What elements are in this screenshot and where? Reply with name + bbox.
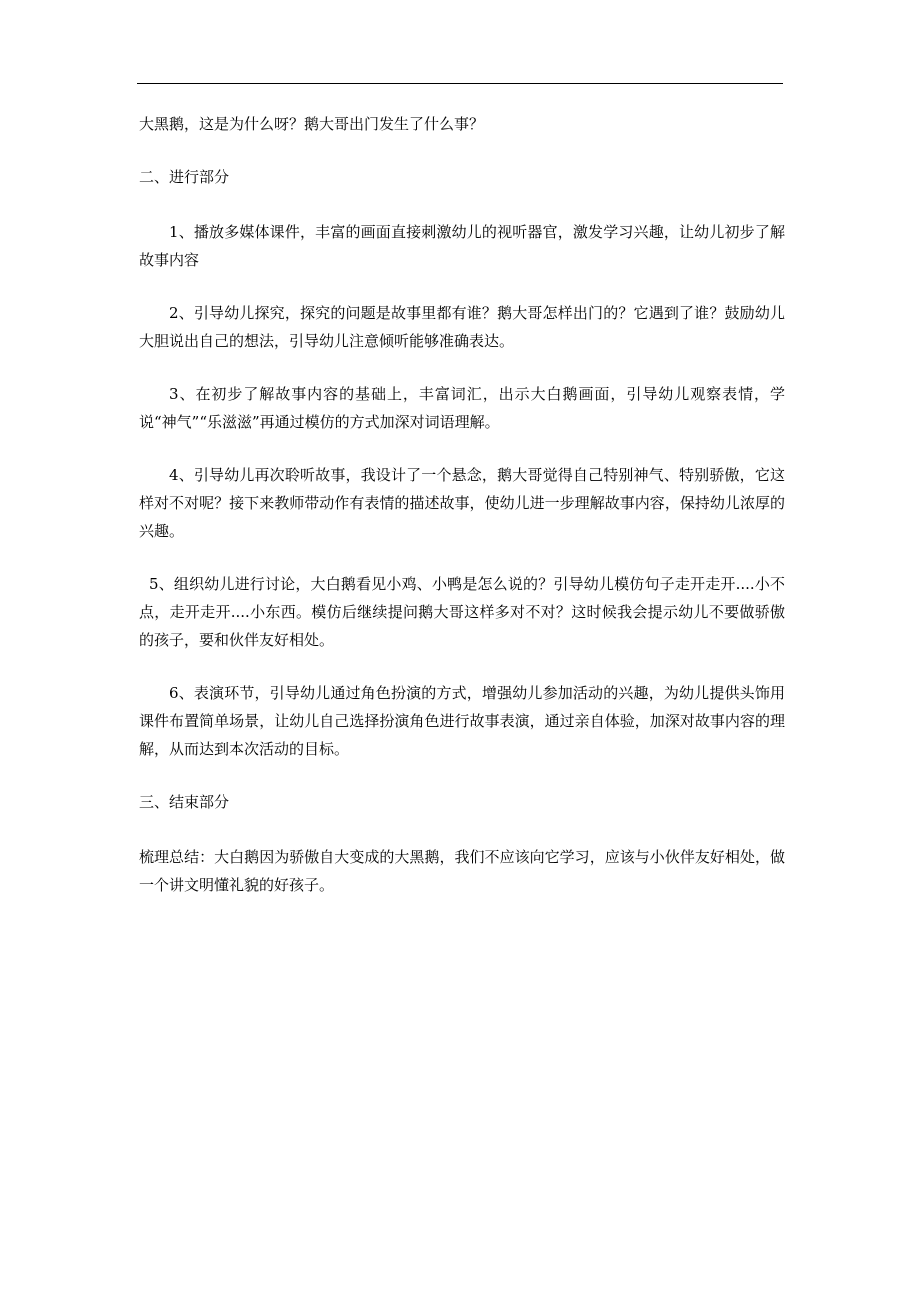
section-heading-ending: 三、结束部分 bbox=[139, 793, 230, 811]
step-paragraph-1: 1、播放多媒体课件，丰富的画面直接刺激幼儿的视听器官，激发学习兴趣，让幼儿初步了解故事内容 bbox=[139, 223, 785, 269]
step-paragraph-5: 5、组织幼儿进行讨论，大白鹅看见小鸡、小鸭是怎么说的？引导幼儿模仿句子走开走开....小不点，走开走开....小东西。模仿后继续提问鹅大哥这样多对不对？这时候我会提示幼儿不要做骄傲的孩子，要和伙伴友好相处。 bbox=[139, 575, 785, 649]
step-paragraph-4: 4、引导幼儿再次聆听故事，我设计了一个悬念，鹅大哥觉得自己特别神气、特别骄傲，它这样对不对呢？接下来教师带动作有表情的描述故事，使幼儿进一步理解故事内容，保持幼儿浓厚的兴趣。 bbox=[139, 466, 785, 540]
step-paragraph-2: 2、引导幼儿探究，探究的问题是故事里都有谁？鹅大哥怎样出门的？它遇到了谁？鼓励幼儿大胆说出自己的想法，引导幼儿注意倾听能够准确表达。 bbox=[139, 304, 785, 350]
step-paragraph-3: 3、在初步了解故事内容的基础上，丰富词汇，出示大白鹅画面，引导幼儿观察表情，学说“神气”“乐滋滋”再通过模仿的方式加深对词语理解。 bbox=[139, 385, 785, 431]
section-heading-progress: 二、进行部分 bbox=[139, 168, 230, 186]
step-paragraph-6: 6、表演环节，引导幼儿通过角色扮演的方式，增强幼儿参加活动的兴趣，为幼儿提供头饰用课件布置简单场景，让幼儿自己选择扮演角色进行故事表演，通过亲自体验，加深对故事内容的理解，从而达到本次活动的目标。 bbox=[139, 684, 785, 758]
intro-paragraph: 大黑鹅，这是为什么呀？鹅大哥出门发生了什么事？ bbox=[139, 115, 485, 133]
summary-paragraph: 梳理总结：大白鹅因为骄傲自大变成的大黑鹅，我们不应该向它学习，应该与小伙伴友好相处，做一个讲文明懂礼貌的好孩子。 bbox=[139, 848, 785, 894]
document-body bbox=[139, 110, 785, 924]
header-rule bbox=[137, 83, 783, 84]
